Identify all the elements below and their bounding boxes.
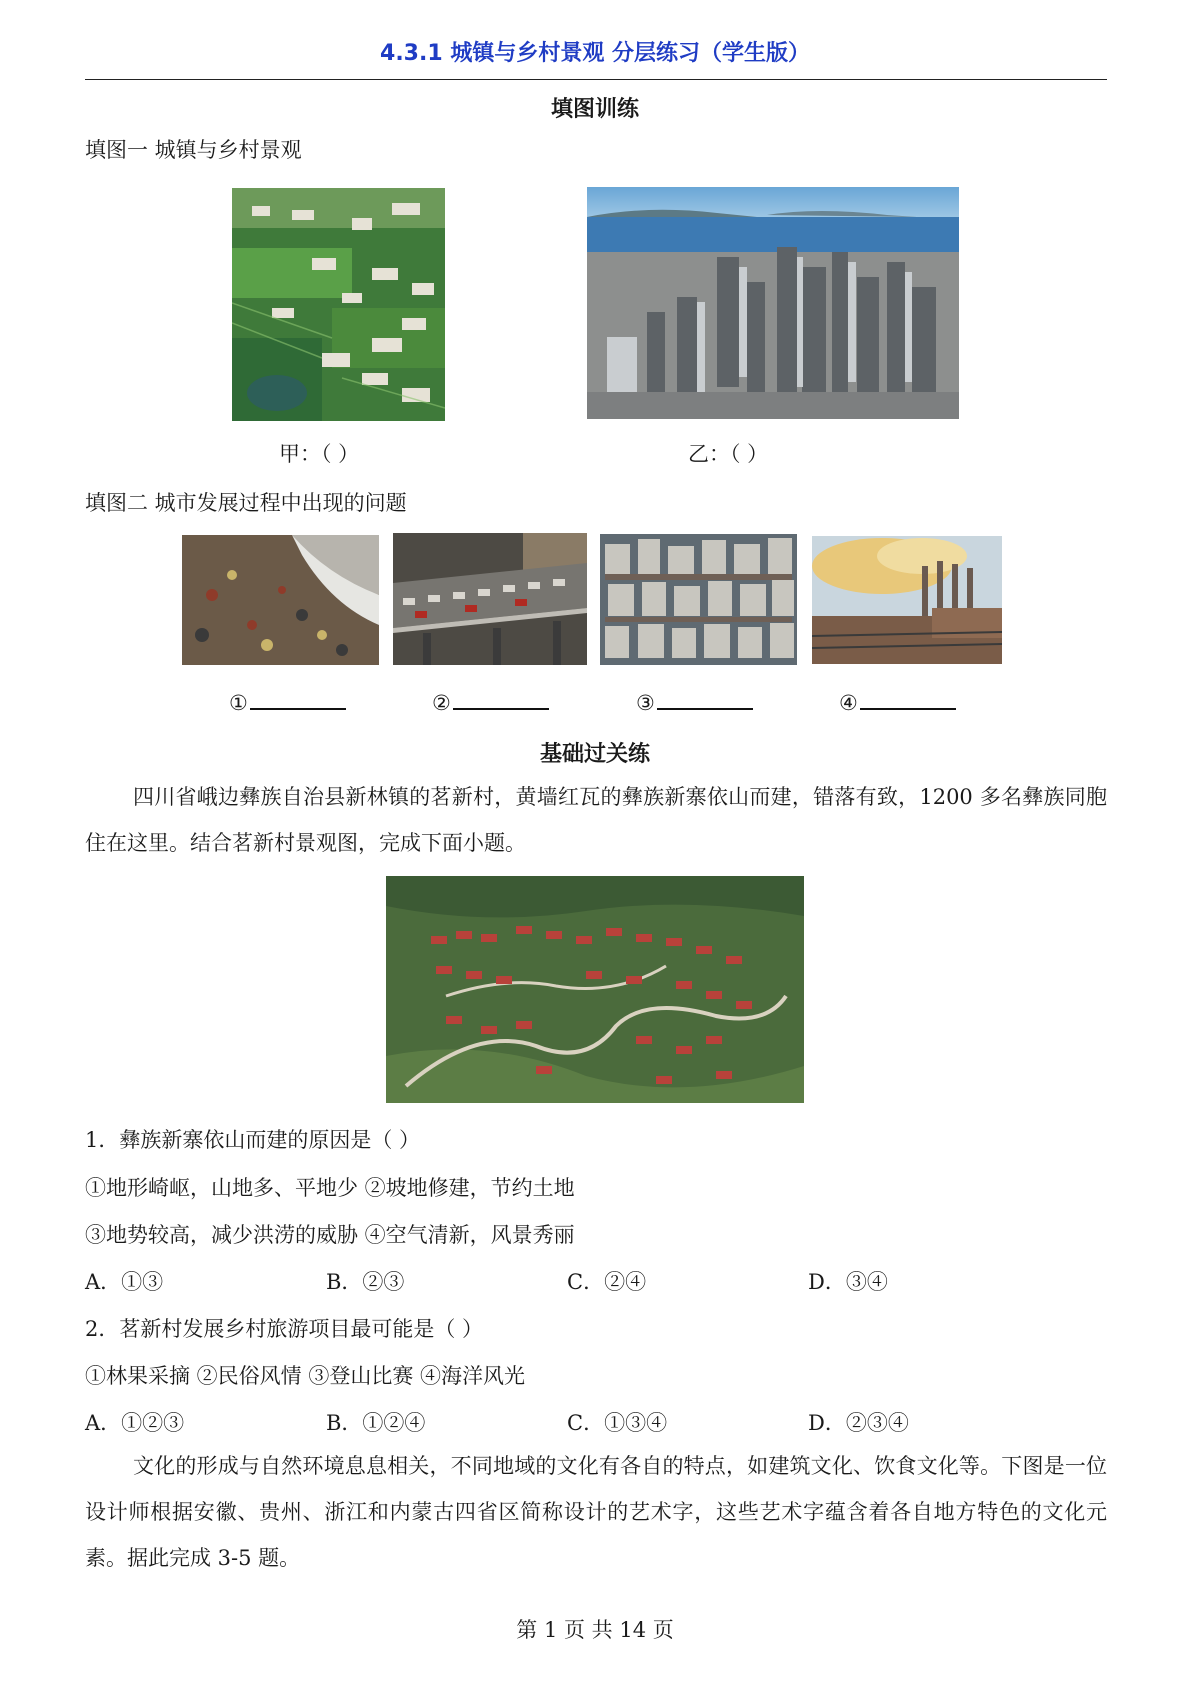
air-pollution-photo xyxy=(812,536,1002,664)
intro-paragraph-1: 四川省峨边彝族自治县新林镇的茗新村，黄墙红瓦的彝族新寨依山而建，错落有致，1200 多名彝族同胞住在这里。结合茗新村景观图，完成下面小题。 xyxy=(85,785,1107,855)
section-title-basic: 基础过关练 xyxy=(539,742,650,767)
blank-line-4[interactable] xyxy=(860,690,956,710)
blank-number-4: ④ xyxy=(839,691,858,715)
blank-line-1[interactable] xyxy=(250,690,346,710)
caption-a: 甲：（ ） xyxy=(279,442,360,466)
question-1-option-c[interactable]: C．②④ xyxy=(567,1270,647,1294)
question-1-stem: 1．彝族新寨依山而建的原因是（ ） xyxy=(85,1128,421,1152)
question-1-statements-1: ①地形崎岖，山地多、平地少 ②坡地修建，节约土地 xyxy=(85,1176,575,1200)
figure-1-title: 填图一 城镇与乡村景观 xyxy=(85,138,302,162)
question-1-option-a[interactable]: A．①③ xyxy=(85,1270,164,1294)
question-2-option-b[interactable]: B．①②④ xyxy=(326,1411,426,1435)
document-title: 4.3.1 城镇与乡村景观 分层练习（学生版） xyxy=(380,41,810,66)
blank-label-1 xyxy=(229,690,346,715)
caption-b: 乙：（ ） xyxy=(688,442,769,466)
traffic-jam-photo xyxy=(393,533,587,665)
figure-2-title: 填图二 城市发展过程中出现的问题 xyxy=(85,491,407,515)
page-footer: 第 1 页 共 14 页 xyxy=(516,1618,674,1642)
blank-number-1: ① xyxy=(229,691,248,715)
city-skyline-photo xyxy=(587,187,959,419)
intro-paragraph-2: 文化的形成与自然环境息息相关，不同地域的文化有各自的特点，如建筑文化、饮食文化等。下图是一位设计师根据安徽、贵州、浙江和内蒙古四省区简称设计的艺术字，这些艺术字蕴含着各自地方特色的文化元素。据此完成 3-5 题。 xyxy=(85,1454,1107,1570)
question-2-option-a[interactable]: A．①②③ xyxy=(85,1411,185,1435)
question-1-option-b[interactable]: B．②③ xyxy=(326,1270,405,1294)
header-rule xyxy=(85,79,1107,80)
blank-number-3: ③ xyxy=(636,691,655,715)
question-2-statements: ①林果采摘 ②民俗风情 ③登山比赛 ④海洋风光 xyxy=(85,1364,526,1388)
section-title-fill: 填图训练 xyxy=(550,97,639,122)
blank-line-3[interactable] xyxy=(657,690,753,710)
question-1-option-d[interactable]: D．③④ xyxy=(808,1270,888,1294)
question-2-stem: 2．茗新村发展乡村旅游项目最可能是（ ） xyxy=(85,1317,484,1341)
blank-label-4 xyxy=(839,690,956,715)
question-2-option-d[interactable]: D．②③④ xyxy=(808,1411,909,1435)
mingxin-village-photo xyxy=(386,876,804,1103)
question-2-option-c[interactable]: C．①③④ xyxy=(567,1411,668,1435)
question-1-statements-2: ③地势较高，减少洪涝的威胁 ④空气清新，风景秀丽 xyxy=(85,1223,575,1247)
rural-village-photo xyxy=(232,188,445,421)
blank-label-3 xyxy=(636,690,753,715)
blank-label-2 xyxy=(432,690,549,715)
dense-housing-photo xyxy=(600,534,797,665)
blank-number-2: ② xyxy=(432,691,451,715)
blank-line-2[interactable] xyxy=(453,690,549,710)
garbage-pollution-photo xyxy=(182,535,379,665)
